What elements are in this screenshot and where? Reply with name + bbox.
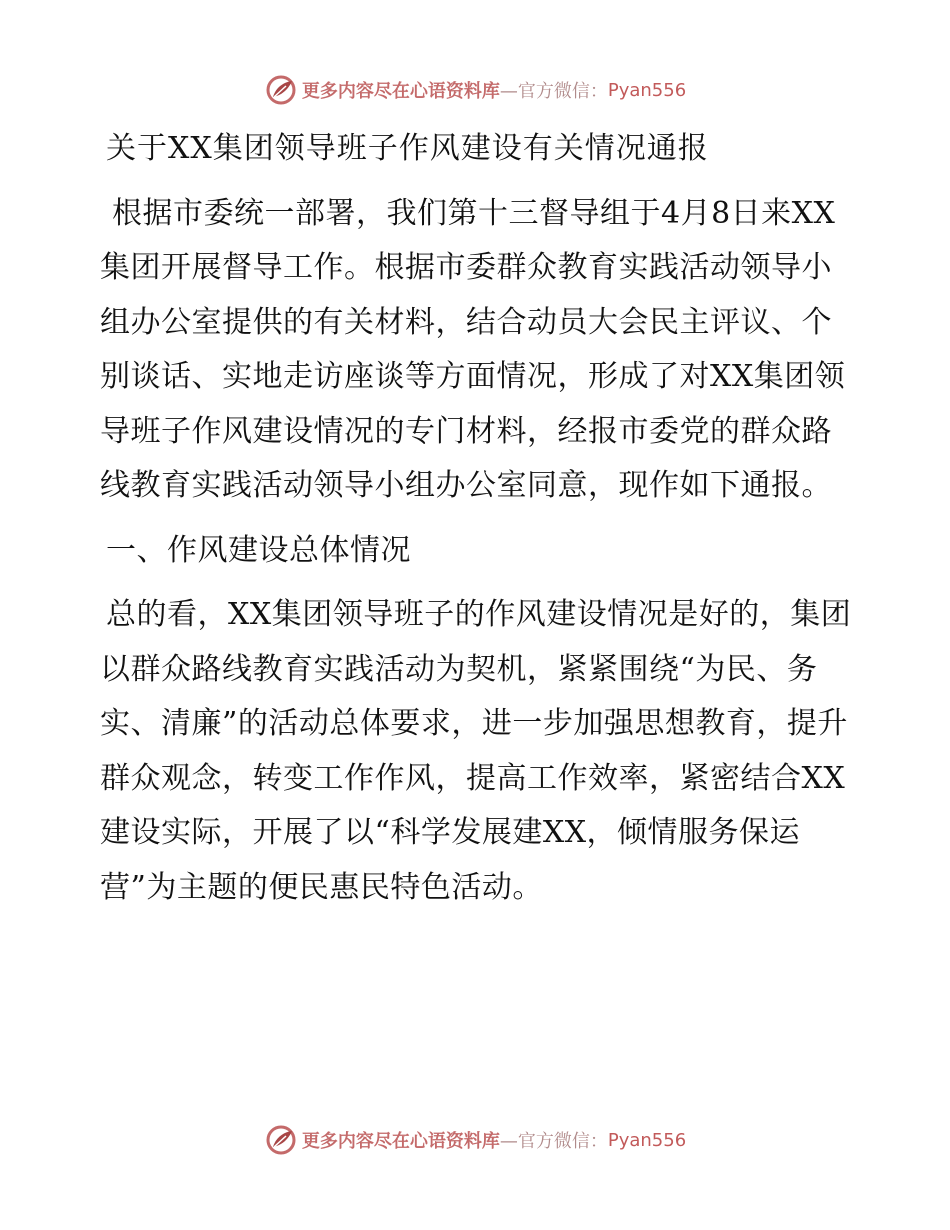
watermark-wechat-id: Pyan556 [607, 79, 687, 101]
watermark-text: 更多内容尽在心语资料库 [301, 1131, 500, 1152]
section-heading: 一、作风建设总体情况 [106, 532, 411, 568]
leaf-logo-icon [264, 73, 298, 107]
watermark-footer [0, 1120, 950, 1160]
watermark-wechat-id: Pyan556 [607, 1129, 687, 1151]
watermark-text: 更多内容尽在心语资料库 [301, 81, 500, 102]
watermark-wechat-label: —官方微信： [499, 1131, 608, 1152]
paragraph-overview: 总的看，XX集团领导班子的作风建设情况是好的，集团以群众路线教育实践活动为契机，紧紧围绕“为民、务实、清廉”的活动总体要求，进一步加强思想教育，提升群众观念，转变工作作风，提高工作效率，紧密结合XX建设实际，开展了以“科学发展建XX，倾情服务保运营”为主题的便民惠民特色活动。 [100, 597, 852, 905]
leaf-logo-icon [264, 1123, 298, 1157]
watermark-wechat-label: —官方微信： [499, 81, 608, 102]
paragraph-intro: 根据市委统一部署，我们第十三督导组于4月8日来XX集团开展督导工作。根据市委群众教育实践活动领导小组办公室提供的有关材料，结合动员大会民主评议、个别谈话、实地走访座谈等方面情况，形成了对XX集团领导班子作风建设情况的专门材料，经报市委党的群众路线教育实践活动领导小组办公室同意，现作如下通报。 [100, 195, 846, 503]
document-body [100, 122, 860, 915]
watermark-header [0, 70, 950, 110]
document-title: 关于XX集团领导班子作风建设有关情况通报 [106, 131, 709, 166]
